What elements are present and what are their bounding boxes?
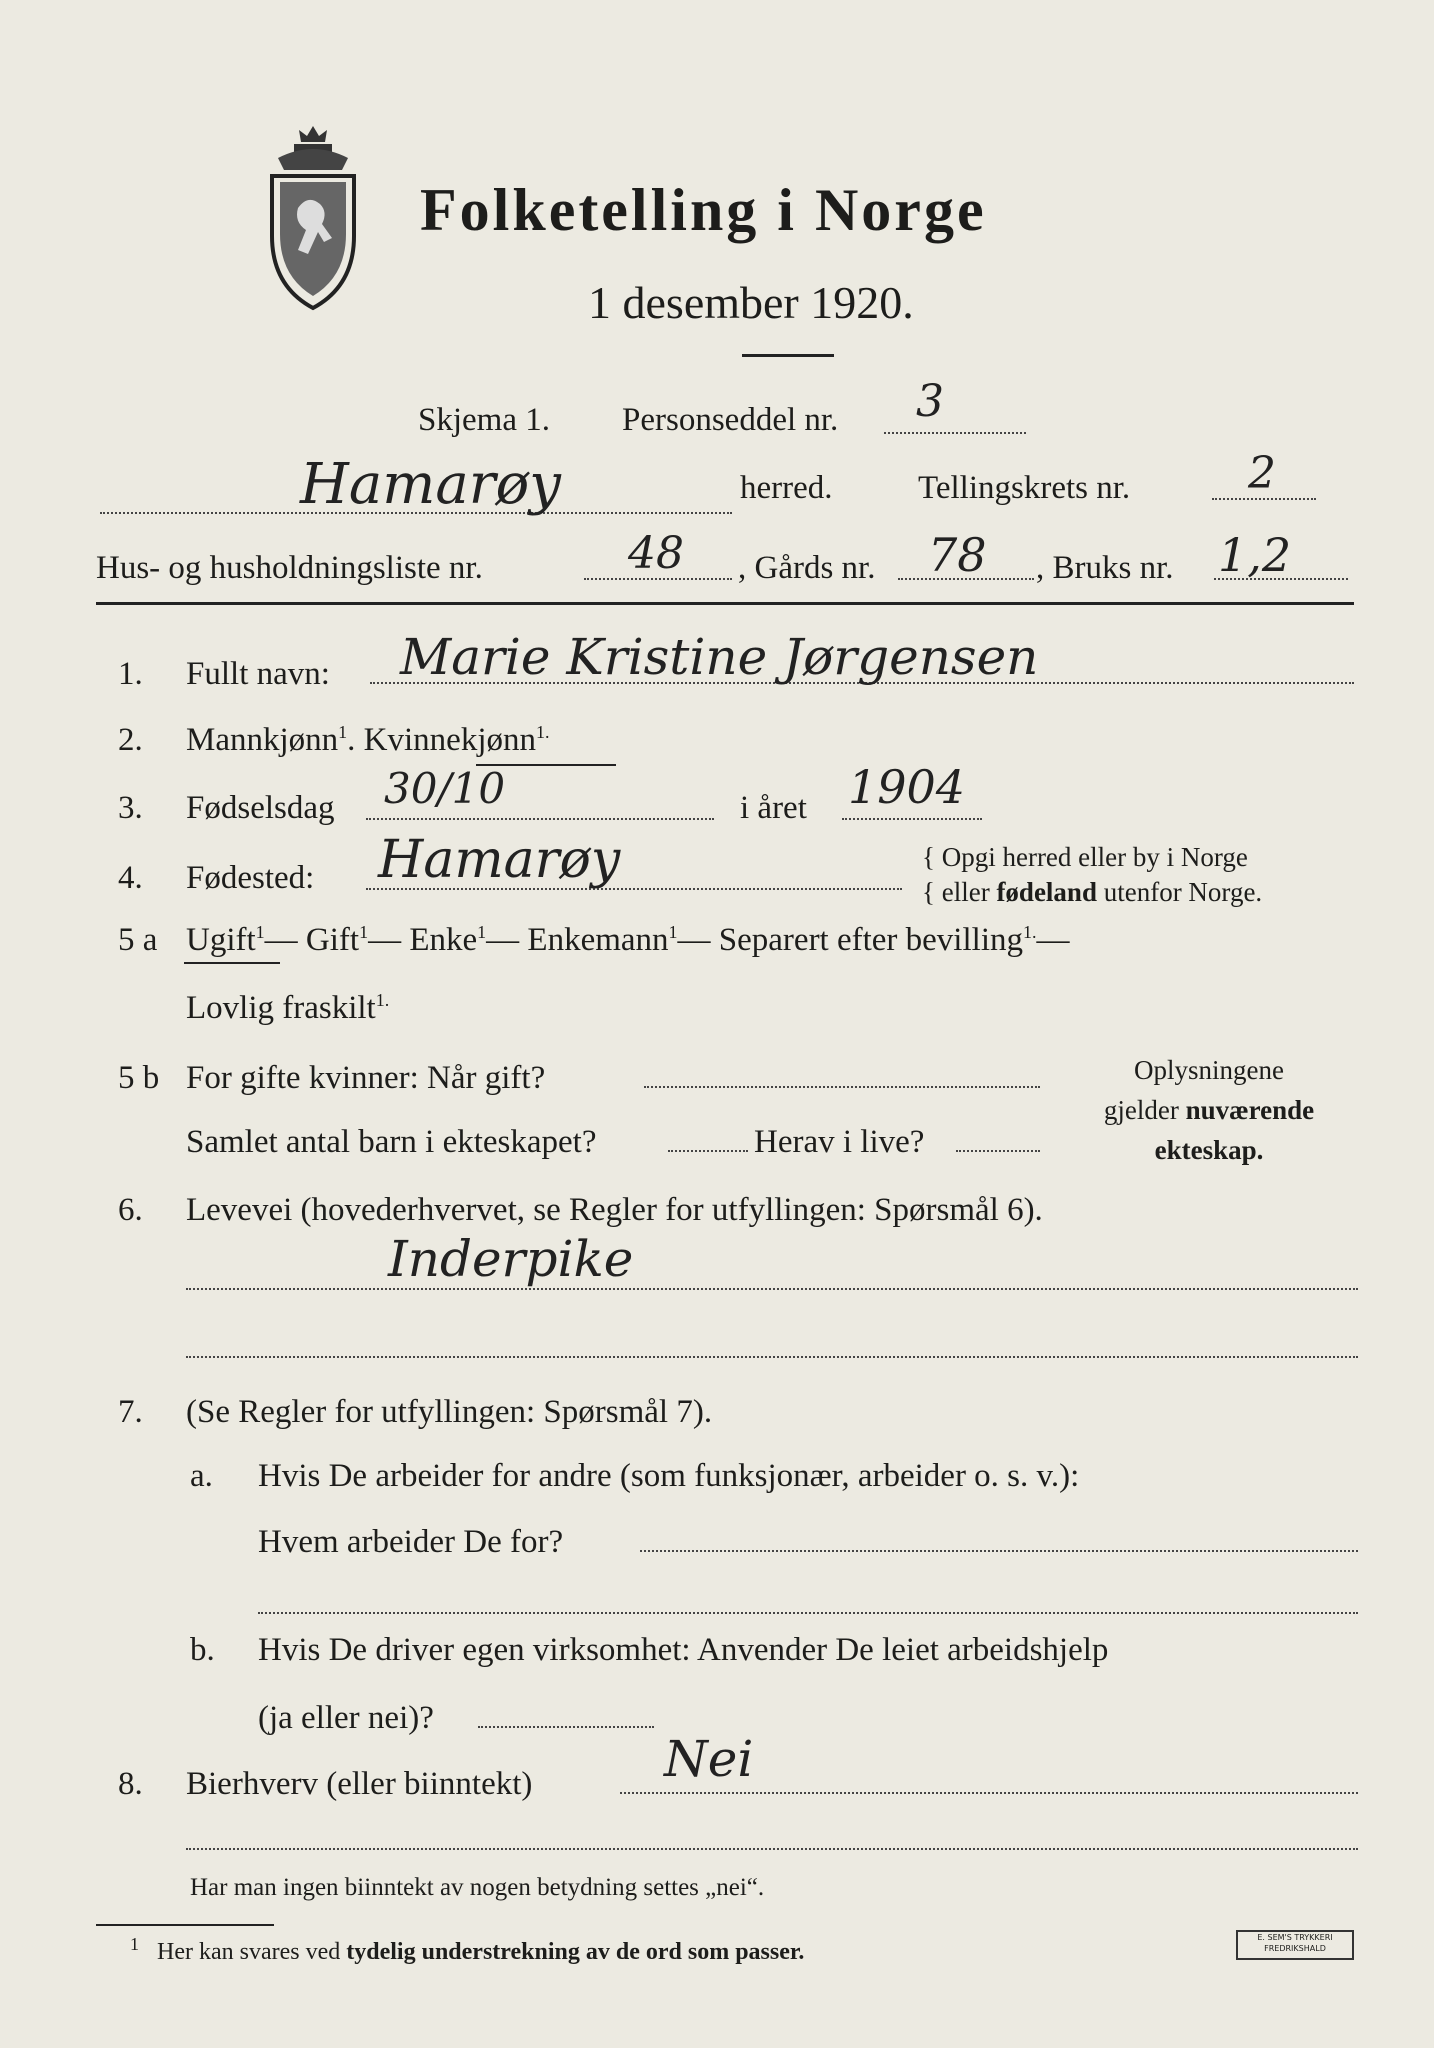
tellingskrets-value[interactable]: 2 [1248, 448, 1276, 499]
gards-value[interactable]: 78 [928, 528, 987, 582]
birthplace-label: Fødested: [186, 860, 315, 896]
q4-number: 4. [118, 860, 143, 896]
herred-label: herred. [740, 470, 833, 506]
gender-options[interactable]: Mannkjønn$^1$. Kvinnekjønn$^{1.}$ [186, 722, 550, 758]
printer-stamp: E. SEM'S TRYKKERI FREDRIKSHALD [1236, 1930, 1354, 1960]
footnote-divider [96, 1924, 274, 1926]
marital-fraskilt-option[interactable]: Lovlig fraskilt$^{1.}$ [186, 990, 390, 1026]
marital-gift-option[interactable]: — Gift [264, 922, 360, 958]
q7a-text: Hvis De arbeider for andre (som funksjonær, arbeider o. s. v.): [258, 1458, 1080, 1494]
birthdate-value[interactable]: 30/10 [384, 764, 506, 813]
footnote-ref: 1 [359, 922, 369, 942]
footnote-ref: 1 [668, 922, 678, 942]
birth-year-line [842, 818, 982, 820]
bruks-value[interactable]: 1,2 [1218, 528, 1292, 582]
side-income-label: Bierhverv (eller biinntekt) [186, 1766, 533, 1802]
marital-ugift-option[interactable]: Ugift [186, 922, 256, 958]
q8-number: 8. [118, 1766, 143, 1802]
children-alive-label: Herav i live? [754, 1124, 925, 1160]
q7b-number: b. [190, 1632, 215, 1668]
gender-female-option[interactable]: Kvinnekjønn [363, 722, 536, 758]
form-date: 1 desember 1920. [588, 277, 914, 328]
skjema-label: Skjema 1. [418, 402, 550, 438]
married-when-line [644, 1086, 1040, 1088]
footnote-ref: 1. [375, 990, 390, 1010]
personseddel-line [884, 432, 1026, 434]
footnote-ref: 1. [536, 722, 550, 742]
full-name-label: Fullt navn: [186, 656, 330, 692]
header-divider [742, 354, 834, 357]
q7a-number: a. [190, 1458, 213, 1494]
gender-male-option[interactable]: Mannkjønn [186, 722, 339, 758]
hired-help-line[interactable] [478, 1726, 654, 1728]
personseddel-label: Personseddel nr. [622, 402, 839, 438]
occupation-line-2 [186, 1356, 1358, 1358]
marital-enke-option[interactable]: — Enke [368, 922, 478, 958]
footnote-ref: 1. [1022, 922, 1037, 942]
employer-line[interactable] [640, 1550, 1358, 1552]
birthplace-value[interactable]: Hamarøy [378, 830, 621, 890]
marital-separert-option[interactable]: — Separert efter bevilling [677, 922, 1023, 958]
children-alive-line [956, 1150, 1040, 1152]
q1-number: 1. [118, 656, 143, 692]
footnote: $^1$ Her kan svares ved tydelig understrekning av de ord som passer. [130, 1934, 805, 1965]
q7b-text: Hvis De driver egen virksomhet: Anvender De leiet arbeidshjelp [258, 1632, 1109, 1668]
employer-line-2[interactable] [258, 1612, 1358, 1614]
hus-label: Hus- og husholdningsliste nr. [96, 550, 483, 586]
birthdate-label: Fødselsdag [186, 790, 335, 826]
birth-year-label: i året [740, 790, 807, 826]
q5b-number: 5 b [118, 1060, 160, 1096]
hired-help-label: (ja eller nei)? [258, 1700, 434, 1736]
married-when-label: For gifte kvinner: Når gift? [186, 1060, 546, 1096]
q5a-number: 5 a [118, 922, 158, 958]
ugift-underline [184, 962, 280, 964]
tellingskrets-label: Tellingskrets nr. [918, 470, 1131, 506]
full-name-value[interactable]: Marie Kristine Jørgensen [400, 628, 1039, 686]
children-total-label: Samlet antal barn i ekteskapet? [186, 1124, 597, 1160]
q2-number: 2. [118, 722, 143, 758]
marital-enkemann-option[interactable]: — Enkemann [486, 922, 669, 958]
section-divider [96, 602, 1354, 605]
q6-number: 6. [118, 1192, 143, 1228]
birthplace-note: { Opgi herred eller by i Norge { eller fødeland utenfor Norge. [922, 842, 1263, 907]
employer-label: Hvem arbeider De for? [258, 1524, 564, 1560]
side-income-line [620, 1792, 1358, 1794]
occupation-line-1 [186, 1288, 1358, 1290]
gards-label: , Gårds nr. [738, 550, 876, 586]
birth-year-value[interactable]: 1904 [848, 760, 966, 814]
form-title: Folketelling i Norge [420, 177, 987, 243]
bruks-label: , Bruks nr. [1036, 550, 1174, 586]
q3-number: 3. [118, 790, 143, 826]
children-total-line [668, 1150, 748, 1152]
footnote-ref: 1 [338, 722, 348, 742]
occupation-value[interactable]: Inderpike [388, 1230, 634, 1288]
norway-coat-of-arms-icon [258, 118, 368, 318]
side-income-note: Har man ingen biinntekt av nogen betydning settes „nei“. [190, 1874, 765, 1901]
q7-label: (Se Regler for utfyllingen: Spørsmål 7). [186, 1394, 713, 1430]
marital-status-options[interactable] [186, 922, 1069, 959]
side-income-value[interactable]: Nei [664, 1730, 754, 1788]
birthdate-line [366, 818, 714, 820]
herred-value[interactable]: Hamarøy [300, 452, 561, 517]
q7-number: 7. [118, 1394, 143, 1430]
footnote-ref: 1 [477, 922, 487, 942]
dash: — [1036, 922, 1070, 958]
occupation-label: Levevei (hovederhvervet, se Regler for utfyllingen: Spørsmål 6). [186, 1192, 1043, 1228]
hus-value[interactable]: 48 [628, 528, 684, 579]
footnote-ref: 1 [255, 922, 265, 942]
side-income-line-2 [186, 1848, 1358, 1850]
marriage-note: Oplysningene gjelder nuværende ekteskap. [1103, 1055, 1315, 1165]
personseddel-value[interactable]: 3 [916, 376, 944, 427]
